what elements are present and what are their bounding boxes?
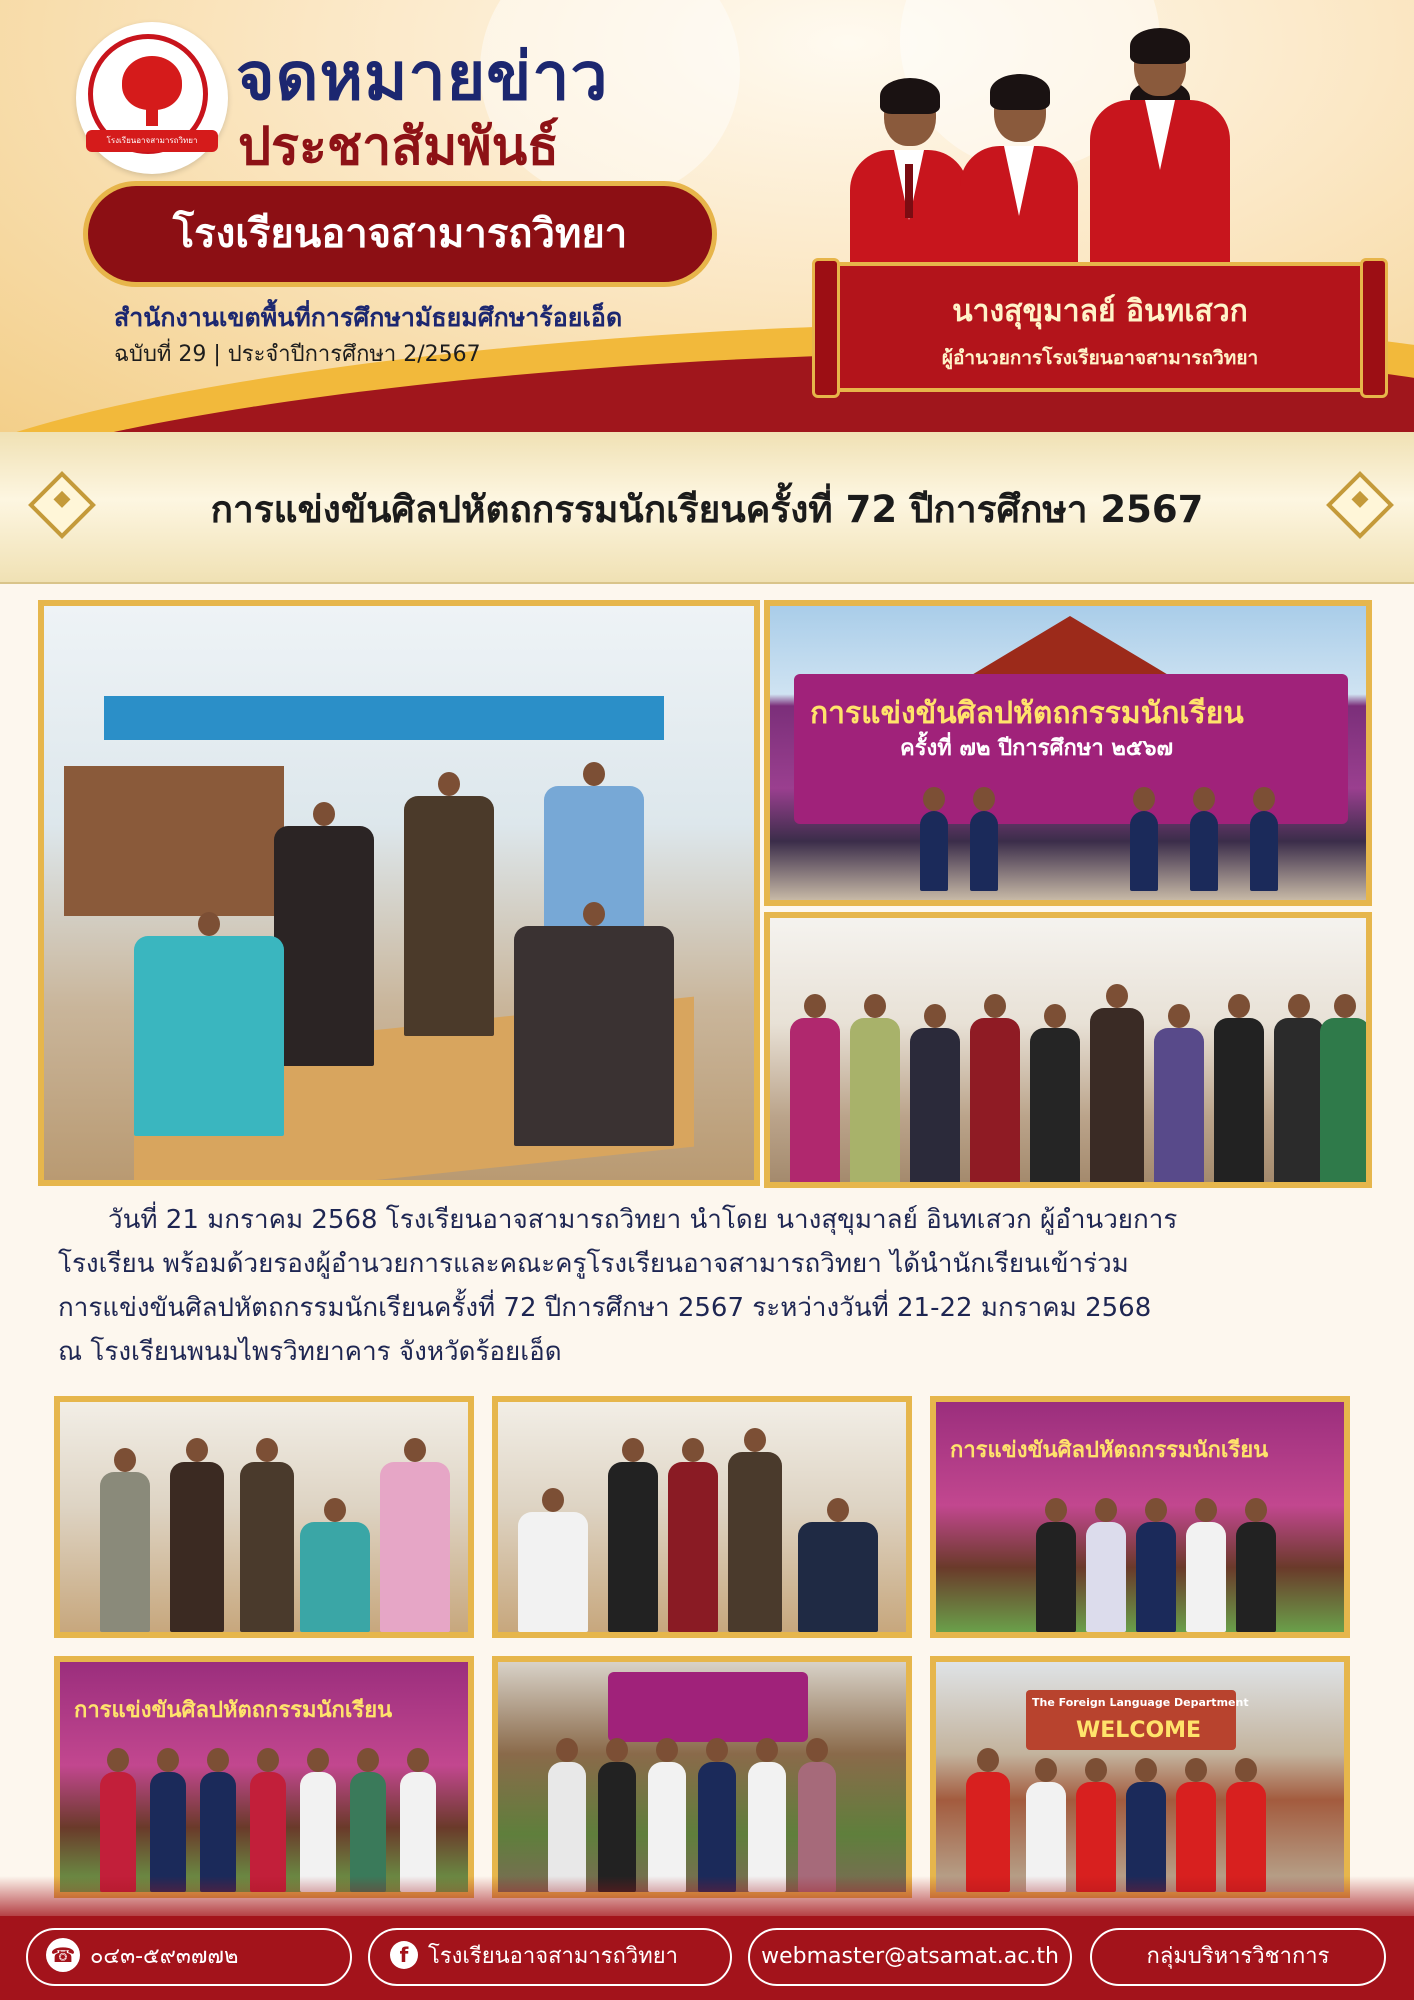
phone-number: ๐๔๓-๕๙๓๗๗๒ [90,1944,239,1969]
person [100,1472,150,1632]
person [598,1762,636,1892]
person [404,796,494,1036]
school-name: โรงเรียนอาจสามารถวิทยา [172,211,628,257]
thai-roof [970,616,1170,676]
department-sign-text: The Foreign Language Department [1032,1696,1249,1709]
person [648,1762,686,1892]
person [748,1762,786,1892]
student [518,1512,588,1632]
headline: การแข่งขันศิลปหัตถกรรมนักเรียนครั้งที่ 72 ปีการศึกษา 2567 [210,488,1204,531]
scroll-roll-right [1360,258,1388,398]
backdrop-title: การแข่งขันศิลปหัตถกรรมนักเรียน [810,696,1244,731]
person [970,1018,1020,1188]
tie [905,164,913,218]
director-banner [826,262,1374,392]
person [1154,1028,1204,1188]
person [1090,1008,1144,1188]
person [400,1772,436,1892]
newsletter-title: จดหมายข่าว [236,38,609,115]
wall-banner [104,696,664,740]
scroll-roll-left [812,258,840,398]
backdrop-title: การแข่งขันศิลปหัตถกรรมนักเรียน [950,1438,1269,1463]
person [200,1772,236,1892]
facebook-link[interactable] [368,1928,732,1986]
issue-info: ฉบับที่ 29 | ประจำปีการศึกษา 2/2567 [114,342,481,367]
person [1250,811,1278,891]
email-link[interactable] [748,1928,1072,1986]
hair [990,74,1050,110]
newsletter-subtitle: ประชาสัมพันธ์ [238,117,559,177]
bookshelf [64,766,284,916]
photo-grid-2 [492,1396,912,1638]
person [850,1018,900,1188]
body-line: การแข่งขันศิลปหัตถกรรมนักเรียนครั้งที่ 72 ปีการศึกษา 2567 ระหว่างวันที่ 21-22 มกราคม 2568 [58,1293,1152,1323]
email-address: webmaster@atsamat.ac.th [761,1944,1059,1969]
person [1186,1522,1226,1632]
footer [0,1916,1414,2000]
hair [1130,28,1190,64]
tree-icon [122,56,182,110]
tree-trunk [146,104,158,126]
person [1086,1522,1126,1632]
person [1130,811,1158,891]
photo-grid-1 [54,1396,474,1638]
photo-grid-3 [930,1396,1350,1638]
department-name: กลุ่มบริหารวิชาการ [1146,1944,1330,1969]
header [0,0,1414,432]
director-photo [1090,34,1230,274]
news-body [58,1198,1358,1374]
department-link[interactable] [1090,1928,1386,1986]
person [728,1452,782,1632]
photo-grid-6 [930,1656,1350,1898]
phone-icon: ☎ [46,1938,80,1972]
education-office: สำนักงานเขตพื้นที่การศึกษามัธยมศึกษาร้อยเอ็ด [114,303,623,332]
person [698,1762,736,1892]
person [608,1462,658,1632]
person [970,811,998,891]
headline-band [0,432,1414,584]
person [300,1772,336,1892]
person [798,1762,836,1892]
photo-competition-classroom [38,600,760,1186]
person [966,1772,1010,1892]
person [1236,1522,1276,1632]
backdrop-subtitle: ครั้งที่ ๗๒ ปีการศึกษา ๒๕๖๗ [900,736,1174,761]
person [548,1762,586,1892]
student [514,926,674,1146]
photo-opening-stage [764,600,1372,906]
director-name: นางสุขุมาลย์ อินทเสวก [952,294,1248,329]
school-name-badge [88,186,712,282]
person [920,811,948,891]
backdrop-title: การแข่งขันศิลปหัตถกรรมนักเรียน [74,1698,393,1723]
student [134,936,284,1136]
person [1030,1028,1080,1188]
director-role: ผู้อำนวยการโรงเรียนอาจสามารถวิทยา [941,347,1259,369]
facebook-icon: f [390,1941,418,1969]
phone-contact[interactable] [26,1928,352,1986]
body-line: โรงเรียน พร้อมด้วยรองผู้อำนวยการและคณะครูโรงเรียนอาจสามารถวิทยา ได้นำนักเรียนเข้าร่วม [58,1249,1129,1279]
backdrop [608,1672,808,1742]
person [910,1028,960,1188]
person [240,1462,294,1632]
facebook-name: โรงเรียนอาจสามารถวิทยา [428,1944,678,1969]
person [170,1462,224,1632]
body-line: ณ โรงเรียนพนมไพรวิทยาคาร จังหวัดร้อยเอ็ด [58,1337,562,1367]
person [380,1462,450,1632]
person [150,1772,186,1892]
photo-grid-4 [54,1656,474,1898]
person [1214,1018,1264,1188]
person [1190,811,1218,891]
school-logo [76,22,228,174]
diamond-ornament-icon [1326,471,1394,539]
diamond-ornament-icon [28,471,96,539]
hair [880,78,940,114]
person [1036,1522,1076,1632]
photo-grid-5 [492,1656,912,1898]
photo-teachers-group [764,912,1372,1188]
person [100,1772,136,1892]
person [668,1462,718,1632]
welcome-sign-text: WELCOME [1076,1718,1202,1743]
person [274,826,374,1066]
person [1274,1018,1324,1188]
logo-ribbon: โรงเรียนอาจสามารถวิทยา [86,130,218,152]
student [300,1522,370,1632]
person [790,1018,840,1188]
person [1320,1018,1370,1188]
person [250,1772,286,1892]
student [798,1522,878,1632]
person [1136,1522,1176,1632]
body-line: วันที่ 21 มกราคม 2568 โรงเรียนอาจสามารถวิทยา นำโดย นางสุขุมาลย์ อินทเสวก ผู้อำนวยการ [108,1205,1178,1235]
person [350,1772,386,1892]
